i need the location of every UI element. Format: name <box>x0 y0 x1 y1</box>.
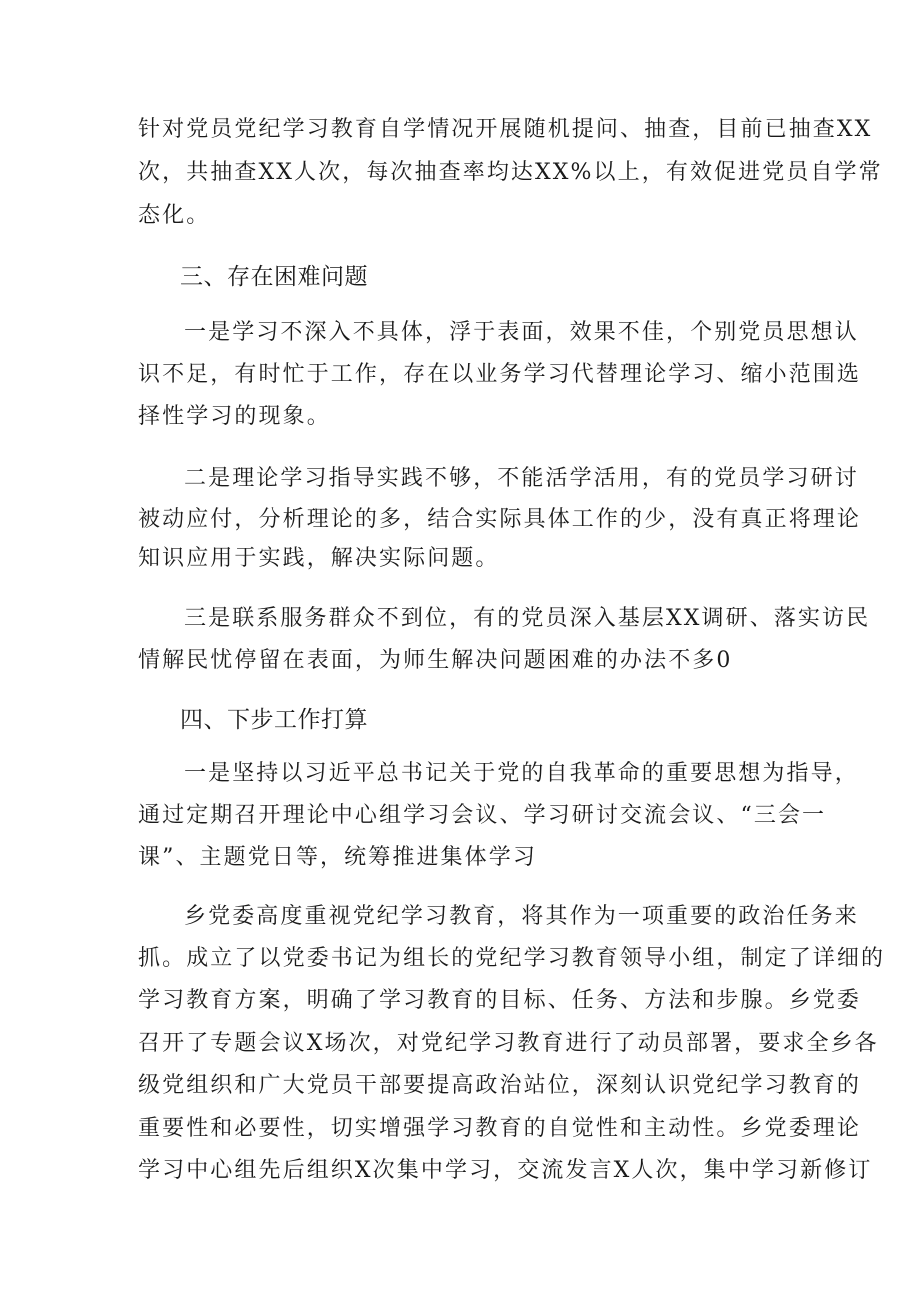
paragraph-line: 情解民忧停留在表面，为师生解决问题困难的办法不多0 <box>138 648 733 673</box>
paragraph-line: 重要性和必要性，切实增强学习教育的自觉性和主动性。乡党委理论 <box>138 1116 862 1141</box>
section-heading-3: 三、存在困难问题 <box>180 264 368 290</box>
paragraph-line: 通过定期召开理论中心组学习会议、学习研讨交流会议、“三会一 <box>138 803 827 828</box>
paragraph-line: 学习中心组先后组织X次集中学习，交流发言X人次，集中学习新修订 <box>138 1158 873 1183</box>
paragraph-line: 乡党委高度重视党纪学习教育，将其作为一项重要的政治任务来 <box>184 904 859 929</box>
paragraph-line: 针对党员党纪学习教育自学情况开展随机提问、抽查，目前已抽查XX <box>138 117 873 142</box>
paragraph-line: 抓。成立了以党委书记为组长的党纪学习教育领导小组，制定了详细的 <box>138 946 886 971</box>
paragraph-line: 知识应用于实践，解决实际问题。 <box>138 546 500 571</box>
paragraph-line: 态化。 <box>138 203 211 228</box>
paragraph-line: 一是坚持以习近平总书记关于党的自我革命的重要思想为指导， <box>184 761 859 786</box>
paragraph-line: 一是学习不深入不具体，浮于表面，效果不佳，个别党员思想认 <box>184 320 859 345</box>
paragraph-line: 二是理论学习指导实践不够，不能活学活用，有的党员学习研讨 <box>184 466 859 491</box>
paragraph-line: 级党组织和广大党员干部要提高政治站位，深刻认识党纪学习教育的 <box>138 1073 862 1098</box>
paragraph-line: 三是联系服务群众不到位，有的党员深入基层XX调研、落实访民 <box>184 606 871 631</box>
paragraph-line: 被动应付，分析理论的多，结合实际具体工作的少，没有真正将理论 <box>138 507 862 532</box>
section-heading-4: 四、下步工作打算 <box>180 707 368 733</box>
paragraph-line: 识不足，有时忙于工作，存在以业务学习代替理论学习、缩小范围选 <box>138 362 862 387</box>
paragraph-line: 择性学习的现象。 <box>138 404 331 429</box>
paragraph-line: 课”、主题党日等，统筹推进集体学习 <box>138 845 537 870</box>
paragraph-line: 召开了专题会议X场次，对党纪学习教育进行了动员部署，要求全乡各 <box>138 1031 879 1056</box>
paragraph-line: 学习教育方案，明确了学习教育的目标、任务、方法和步腺。乡党委 <box>138 988 862 1013</box>
paragraph-line: 次，共抽查XX人次，每次抽查率均达XX%以上，有效促进党员自学常 <box>138 160 883 185</box>
